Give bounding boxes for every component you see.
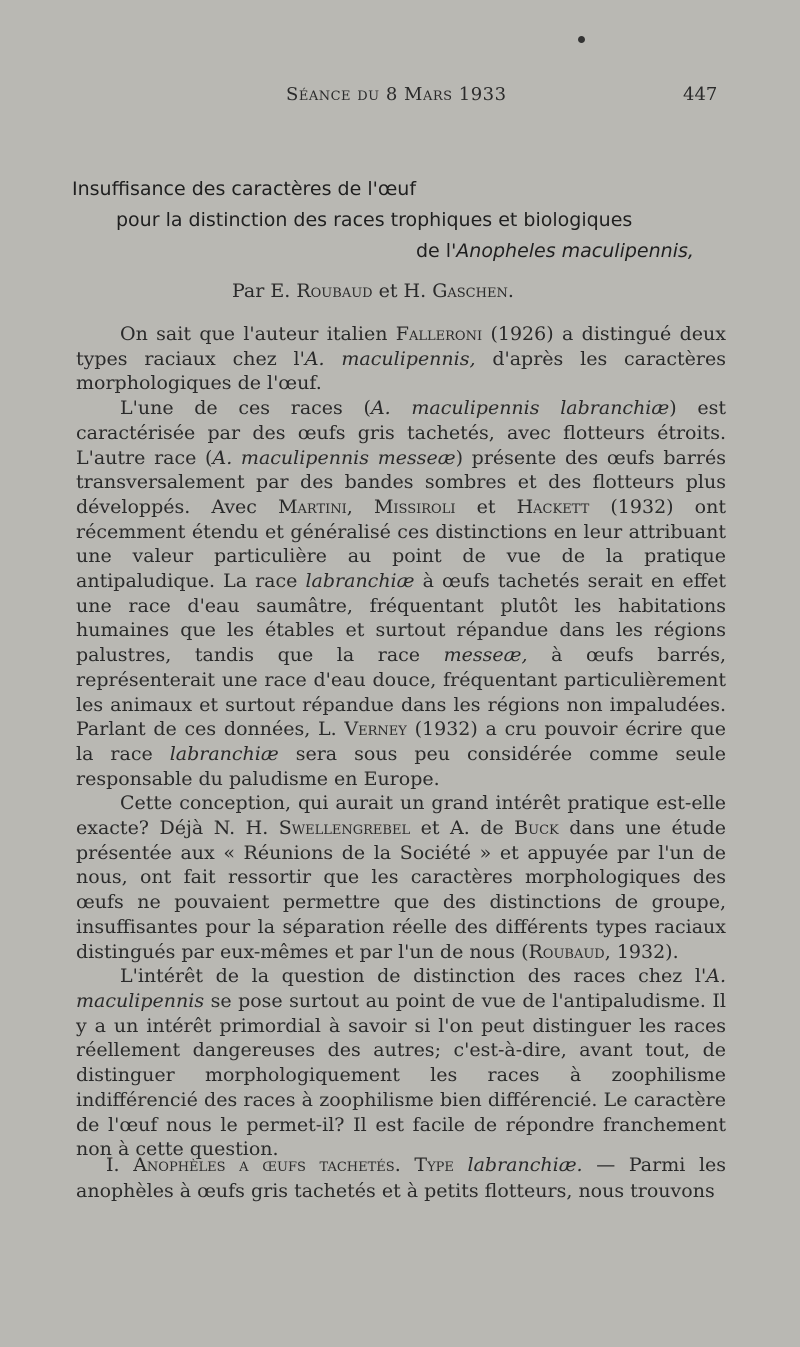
title-line-3 bbox=[416, 240, 694, 262]
title-line-3-prefix: de l' bbox=[416, 240, 457, 262]
running-head: Séance du 8 Mars 1933 bbox=[286, 84, 507, 105]
author-roubaud: Roubaud bbox=[296, 280, 373, 302]
byline bbox=[232, 280, 514, 302]
paragraph-4: L'intérêt de la question de distinction des races chez l'A. maculipennis se pose surtout au point de vue de l'antipaludisme. Il y a un intérêt primordial à savoir si l'on peut distinguer les races réellement dangereuses des autres; c'est-à-dire, avant tout, de distinguer morphologiquement les races à zoophilisme indifférencié des races à zoophilisme bien différencié. Le caractère de l'œuf nous le permet-il? Il est facile de répondre franchement non à cette question. bbox=[76, 965, 726, 1161]
author-falleroni: Falleroni bbox=[395, 323, 483, 345]
author-gaschen: Gaschen. bbox=[432, 280, 514, 302]
page-number: 447 bbox=[683, 84, 718, 105]
title-line-2: pour la distinction des races trophiques et biologiques bbox=[116, 209, 633, 231]
paragraph-2: L'une de ces races (A. maculipennis labranchiæ) est caractérisée par des œufs gris tachetés, avec flotteurs étroits. L'autre race (A. maculipennis messeæ) présente des œufs barrés transversalement par des bandes sombres et des flotteurs plus développés. Avec Martini, Missiroli et Hackett (1932) ont récemment étendu et généralisé ces distinctions en leur attribuant une valeur particulière au point de vue de la pratique antipaludique. La race labranchiæ à œufs tachetés serait en effet une race d'eau saumâtre, fréquentant plutôt les habitations humaines que les étables et surtout répandue dans les régions palustres, tandis que la race messeæ, à œufs barrés, représenterait une race d'eau douce, fréquentant particulièrement les animaux et surtout répandue dans les régions non impaludées. Parlant de ces données, L. Verney (1932) a cru pouvoir écrire que la race labranchiæ sera sous peu considérée comme seule responsable du paludisme en Europe. bbox=[76, 397, 727, 790]
title-species-name: Anopheles maculipennis, bbox=[456, 240, 694, 262]
byline-middle: et H. bbox=[372, 280, 433, 302]
section-heading: Anophèles a œufs tachetés bbox=[133, 1154, 395, 1176]
page-header bbox=[0, 84, 800, 114]
ink-dot-mark bbox=[578, 36, 585, 43]
article-body bbox=[76, 322, 726, 1162]
title-line-1: Insuffisance des caractères de l'œuf bbox=[72, 178, 417, 200]
paragraph-3: Cette conception, qui aurait un grand intérêt pratique est-elle exacte? Déjà N. H. Swellengrebel et A. de Buck dans une étude présentée aux « Réunions de la Société » et appuyée par l'un de nous, ont fait ressortir que les caractères morphologiques des œufs ne pouvaient permettre que des distinctions de groupe, insuffisantes pour la séparation réelle des différents types raciaux distingués par eux-mêmes et par l'un de nous (Roubaud, 1932). bbox=[76, 792, 726, 963]
section-1 bbox=[76, 1152, 726, 1204]
byline-prefix: Par E. bbox=[232, 280, 297, 302]
paragraph-1: On sait que l'auteur italien Falleroni (1926) a distingué deux types raciaux chez l'A. maculipennis, d'après les caractères morphologiques de l'œuf. bbox=[76, 323, 726, 395]
section-1-paragraph: I. Anophèles a œufs tachetés. Type labranchiæ. — Parmi les anophèles à œufs gris tachetés et à petits flotteurs, nous trouvons bbox=[76, 1154, 727, 1202]
